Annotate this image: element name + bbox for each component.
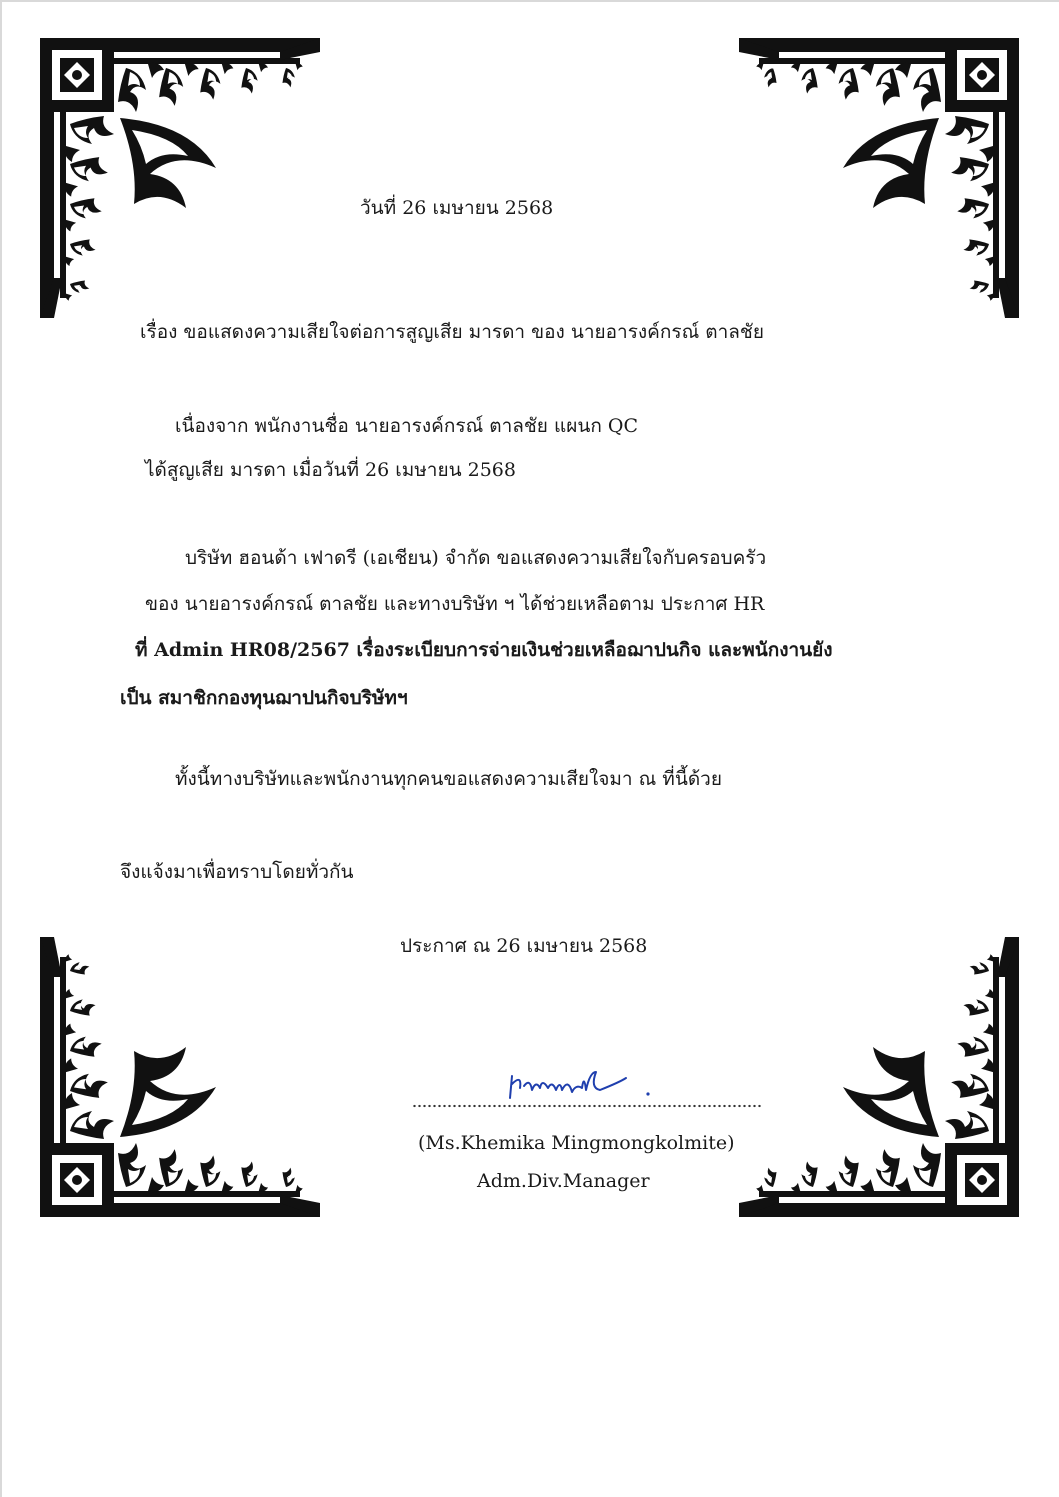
- thai-ornament-bottom-left: [40, 937, 320, 1217]
- para1-line1: เนื่องจาก พนักงานชื่อ นายอารงค์กรณ์ ตาลชัย แผนก QC: [175, 415, 638, 437]
- para2-line4: เป็น สมาชิกกองทุนฌาปนกิจบริษัทฯ: [120, 687, 408, 709]
- date-line: วันที่ 26 เมษายน 2568: [360, 197, 554, 219]
- thai-ornament-bottom-right: [739, 937, 1019, 1217]
- para2-line1: บริษัท ฮอนด้า เฟาดรี (เอเชียน) จำกัด ขอแสดงความเสียใจกับครอบครัว: [185, 547, 767, 569]
- scan-edge-left: [0, 0, 2, 1497]
- signature-dotted-line: [412, 1103, 762, 1109]
- para3-line: ทั้งนี้ทางบริษัทและพนักงานทุกคนขอแสดงความเสียใจมา ณ ที่นี้ด้วย: [175, 768, 722, 790]
- signatory-title: Adm.Div.Manager: [477, 1170, 650, 1192]
- signatory-name: (Ms.Khemika Mingmongkolmite): [418, 1132, 735, 1154]
- handwritten-signature: [500, 1058, 675, 1108]
- para2-line3: ที่ Admin HR08/2567 เรื่องระเบียบการจ่ายเงินช่วยเหลือฌาปนกิจ และพนักงานยัง: [135, 639, 833, 661]
- thai-ornament-top-left: [40, 38, 320, 318]
- para1-line2: ได้สูญเสีย มารดา เมื่อวันที่ 26 เมษายน 2568: [145, 459, 516, 481]
- closing-line: จึงแจ้งมาเพื่อทราบโดยทั่วกัน: [120, 861, 354, 883]
- scan-edge-top: [0, 0, 1059, 2]
- subject-line: เรื่อง ขอแสดงความเสียใจต่อการสูญเสีย มารดา ของ นายอารงค์กรณ์ ตาลชัย: [140, 321, 764, 343]
- thai-ornament-top-right: [739, 38, 1019, 318]
- para2-line2: ของ นายอารงค์กรณ์ ตาลชัย และทางบริษัท ฯ ได้ช่วยเหลือตาม ประกาศ HR: [145, 593, 765, 615]
- announce-line: ประกาศ ณ 26 เมษายน 2568: [400, 935, 648, 957]
